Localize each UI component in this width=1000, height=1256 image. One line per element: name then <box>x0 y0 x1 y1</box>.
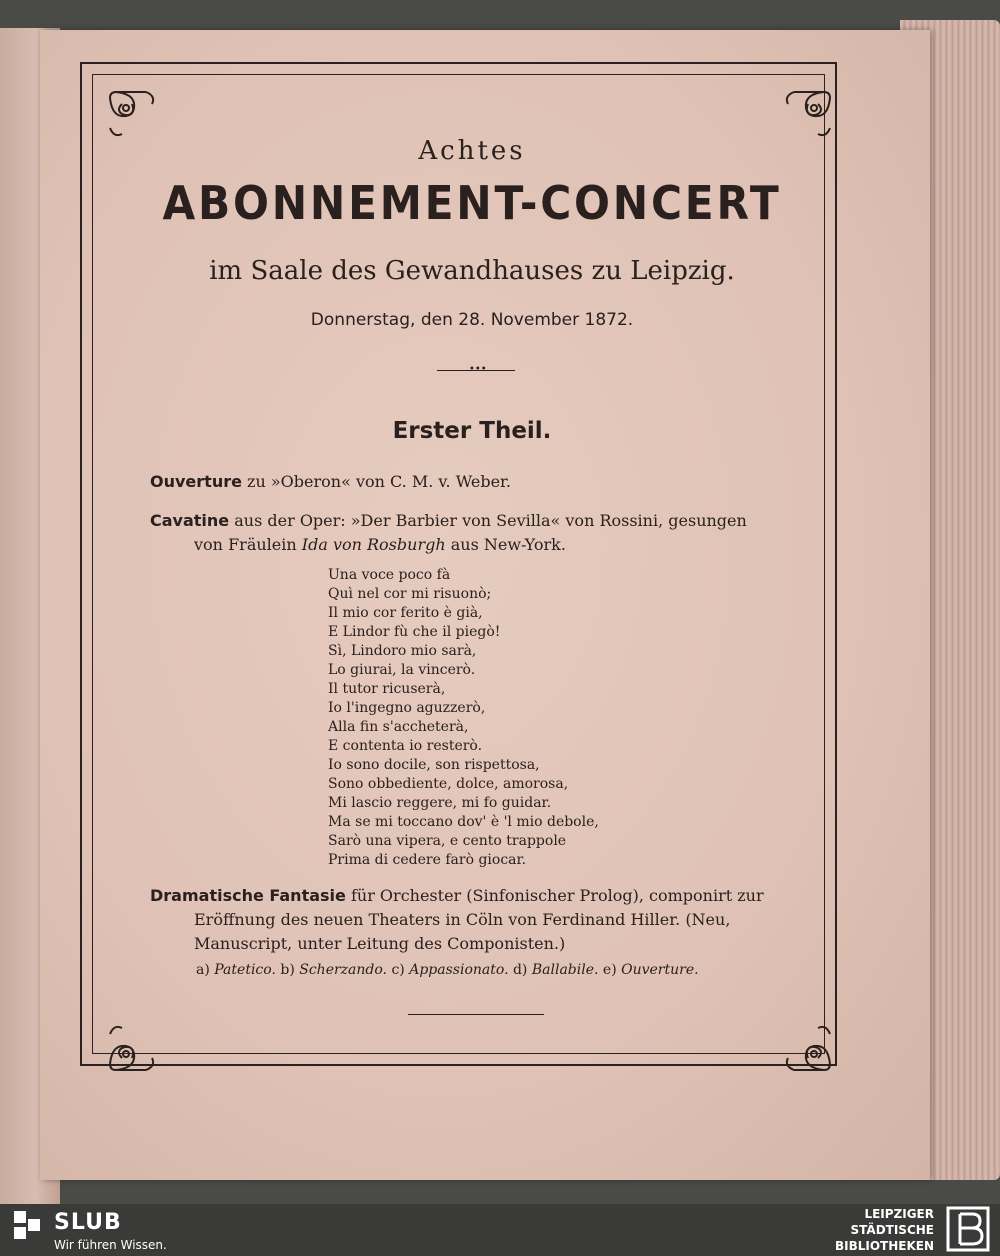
movements-list: a) Patetico. b) Scherzando. c) Appassionato. d) Ballabile. e) Ouverture. <box>196 962 699 978</box>
corner-ornament-icon <box>106 1004 176 1074</box>
slub-name[interactable]: SLUB <box>54 1210 122 1235</box>
lyric-line: Quì nel cor mi risuonò; <box>328 586 492 602</box>
lyric-line: Sono obbediente, dolce, amorosa, <box>328 776 569 792</box>
lyric-line: Mi lascio reggere, mi fo guidar. <box>328 795 552 811</box>
item-text-line2: Eröffnung des neuen Theaters in Cöln von Ferdinand Hiller. (Neu, <box>194 910 731 929</box>
program-heading: Achtes <box>418 136 526 166</box>
lyric-line: Sì, Lindoro mio sarà, <box>328 643 477 659</box>
lyric-line: E Lindor fù che il piegò! <box>328 624 501 640</box>
program-item-overture <box>150 470 800 494</box>
lyric-line: Io sono docile, son rispettosa, <box>328 757 540 773</box>
library-name[interactable]: LEIPZIGER STÄDTISCHE BIBLIOTHEKEN <box>834 1207 934 1253</box>
program-title: ABONNEMENT-CONCERT <box>162 176 782 230</box>
item-text-line3: Manuscript, unter Leitung des Componisten.) <box>194 934 566 953</box>
lyric-line: Alla fin s'accheterà, <box>328 719 469 735</box>
movement-name: Ballabile. <box>531 962 599 978</box>
lyric-line: Sarò una vipera, e cento trappole <box>328 833 567 849</box>
lyric-line: Il mio cor ferito è già, <box>328 605 483 621</box>
lyric-line: Il tutor ricuserà, <box>328 681 446 697</box>
lyric-line: Ma se mi toccano dov' è 'l mio debole, <box>328 814 599 830</box>
divider-ornament-icon: ••• <box>469 364 487 375</box>
lyric-line: Prima di cedere farò giocar. <box>328 852 527 868</box>
item-text: zu »Oberon« von C. M. v. Weber. <box>241 472 512 491</box>
movement-name: Ouverture. <box>621 962 699 978</box>
item-label: Ouverture <box>150 472 242 491</box>
item-text-line2: von Fräulein Ida von Rosburgh aus New-York. <box>194 535 566 554</box>
slub-tagline: Wir führen Wissen. <box>54 1238 167 1252</box>
lyrics-block <box>328 566 599 870</box>
program-item-cavatine <box>150 509 800 557</box>
lyric-line: E contenta io resterò. <box>328 738 483 754</box>
movement-name: Appassionato. <box>409 962 509 978</box>
item-text: für Orchester (Sinfonischer Prolog), componirt zur <box>345 886 764 905</box>
slub-logo-icon[interactable] <box>14 1211 40 1239</box>
movement-name: Patetico. <box>214 962 276 978</box>
item-label: Dramatische Fantasie <box>150 886 346 905</box>
singer-name: Ida von Rosburgh <box>301 535 446 554</box>
lyric-line: Lo giurai, la vincerò. <box>328 662 476 678</box>
part-heading: Erster Theil. <box>392 418 552 444</box>
lyric-line: Una voce poco fà <box>328 567 451 583</box>
bottom-rule <box>408 1014 544 1015</box>
program-item-fantasie <box>150 884 810 956</box>
lyric-line: Io l'ingegno aguzzerò, <box>328 700 486 716</box>
library-logo-icon[interactable] <box>946 1206 990 1252</box>
venue-line: im Saale des Gewandhauses zu Leipzig. <box>209 256 735 286</box>
corner-ornament-icon <box>764 1004 834 1074</box>
date-line: Donnerstag, den 28. November 1872. <box>310 310 634 330</box>
item-text: aus der Oper: »Der Barbier von Sevilla« von Rossini, gesungen <box>229 511 747 530</box>
item-label: Cavatine <box>150 511 230 530</box>
movement-name: Scherzando. <box>299 962 388 978</box>
